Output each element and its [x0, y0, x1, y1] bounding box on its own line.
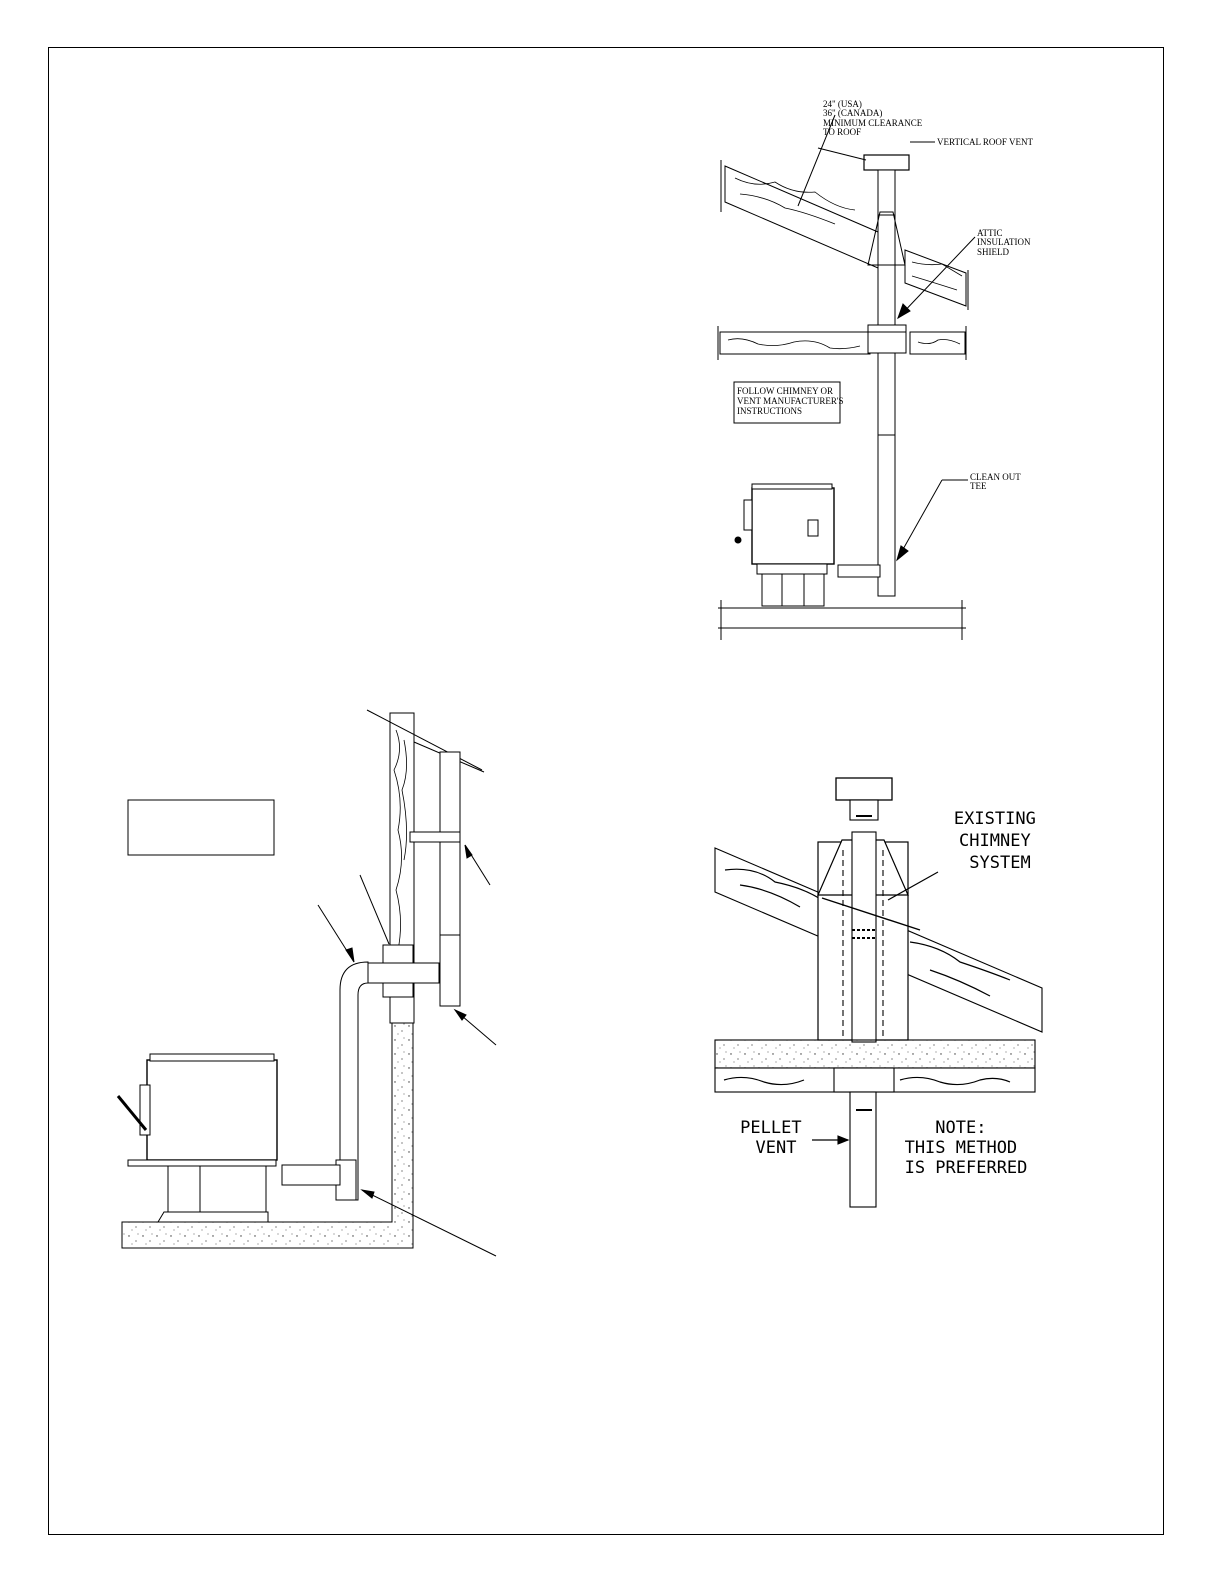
roof-slab	[721, 160, 968, 310]
existing-chimney-label: EXISTING CHIMNEY SYSTEM	[953, 809, 1036, 873]
ceiling-joist	[718, 326, 966, 360]
blank-label-box	[128, 800, 274, 855]
roof-vent-label: VERTICAL ROOF VENT	[937, 137, 1033, 147]
clearance-label: 24" (USA) 36" (CANADA) MINIMUM CLEARANCE TO ROOF	[823, 99, 923, 137]
preferred-method-note: NOTE: THIS METHOD IS PREFERRED	[904, 1118, 1028, 1178]
vertical-roof-diagram	[718, 115, 975, 640]
through-wall-diagram	[118, 710, 496, 1256]
floor	[718, 600, 966, 640]
follow-instructions-note: FOLLOW CHIMNEY OR VENT MANUFACTURER'S INSTRUCTIONS	[737, 386, 844, 416]
stove-icon-wall	[118, 1054, 277, 1222]
attic-shield-label: ATTIC INSULATION SHIELD	[977, 228, 1031, 257]
pellet-vent-label: PELLET VENT	[740, 1118, 802, 1158]
stove-icon	[735, 484, 834, 606]
clean-out-tee-label: CLEAN OUT TEE	[970, 472, 1021, 491]
